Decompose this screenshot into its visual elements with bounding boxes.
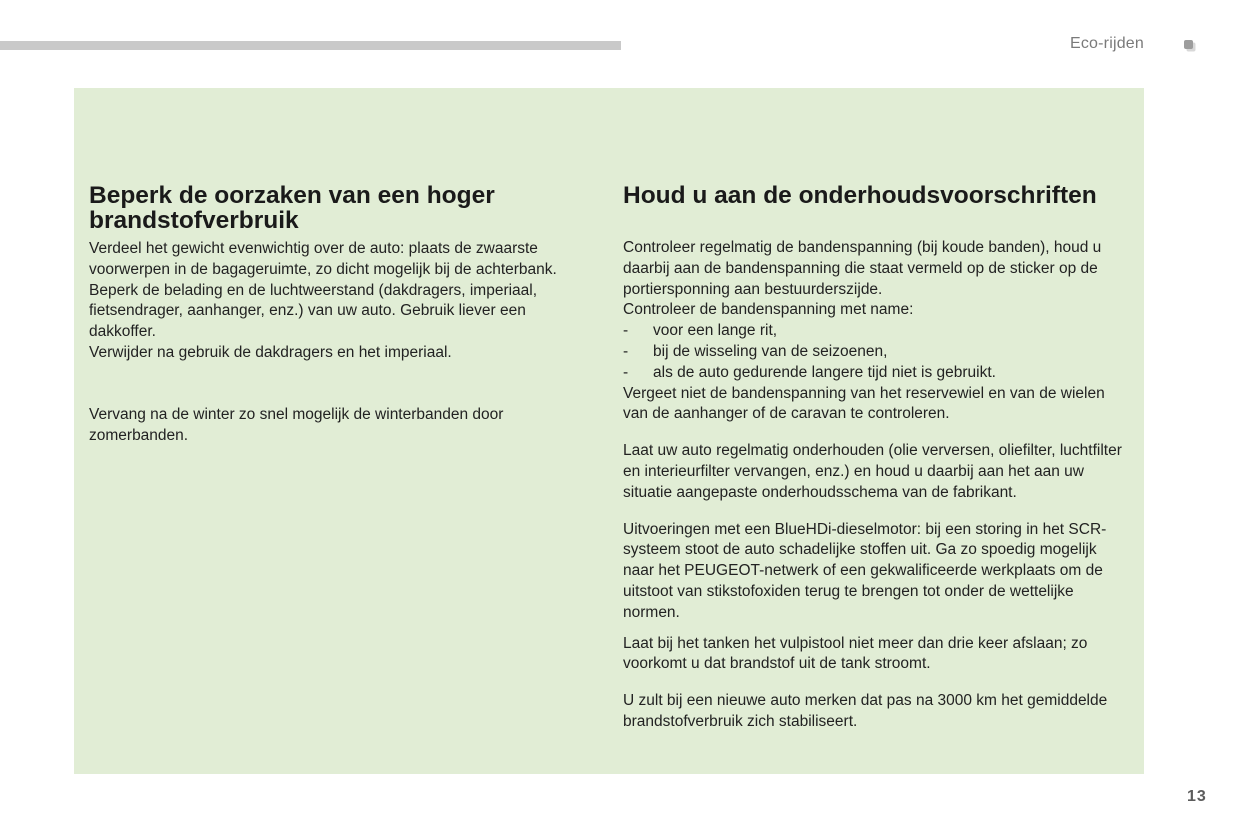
right-paragraph: Controleer de bandenspanning met name: bbox=[623, 301, 914, 319]
bullet-item bbox=[623, 342, 1128, 363]
right-paragraph: Uitvoeringen met een BlueHDi-dieselmotor: bij een storing in het SCR-systeem stoot de auto schadelijke stoffen uit. Ga zo spoedig mogelijk naar het PEUGEOT-netwerk of een gekwalificeerde werkplaats om de uitstoot van stikstofoxiden terug te brengen tot onder de wettelijke normen. bbox=[623, 520, 1107, 621]
bullet-marker: - bbox=[623, 363, 629, 381]
right-heading: Houd u aan de onderhoudsvoorschriften bbox=[623, 182, 1097, 209]
bullet-marker: - bbox=[623, 342, 629, 360]
right-paragraph: Controleer regelmatig de bandenspanning (bij koude banden), houd u daarbij aan de bandenspanning die staat vermeld op de sticker op de portiersponning aan bestuurderszijde. bbox=[623, 239, 1102, 298]
bullet-item bbox=[623, 363, 1128, 384]
bullet-marker: - bbox=[623, 322, 629, 340]
left-paragraph: Verdeel het gewicht evenwichtig over de auto: plaats de zwaarste voorwerpen in de bagageruimte, zo dicht mogelijk bij de achterbank. bbox=[89, 240, 557, 278]
right-column bbox=[623, 183, 1128, 733]
bullet-text: als de auto gedurende langere tijd niet is gebruikt. bbox=[653, 363, 996, 381]
header-rule bbox=[0, 41, 621, 50]
left-paragraph: Verwijder na gebruik de dakdragers en het imperiaal. bbox=[89, 343, 452, 361]
page-number: 13 bbox=[1187, 788, 1207, 805]
bullet-item bbox=[623, 321, 1128, 342]
right-paragraph: Laat bij het tanken het vulpistool niet meer dan drie keer afslaan; zo voorkomt u dat brandstof uit de tank stroomt. bbox=[623, 634, 1088, 673]
section-title: Eco-rijden bbox=[1069, 35, 1144, 52]
left-paragraph: Beperk de belading en de luchtweerstand (dakdragers, imperiaal, fietsendrager, aanhanger, enz.) van uw auto. Gebruik liever een dakkoffer. bbox=[89, 281, 538, 341]
right-paragraph: U zult bij een nieuwe auto merken dat pas na 3000 km het gemiddelde brandstofverbruik zich stabiliseert. bbox=[623, 692, 1108, 730]
right-paragraph: Laat uw auto regelmatig onderhouden (olie verversen, oliefilter, luchtfilter en interieurfilter vervangen, enz.) en houd u daarbij aan het aan uw situatie aangepaste onderhoudsschema van de fabrikant. bbox=[623, 442, 1122, 501]
section-marker-icon bbox=[1184, 40, 1196, 52]
left-column bbox=[89, 183, 589, 446]
left-heading: Beperk de oorzaken van een hoger brandstofverbruik bbox=[89, 182, 495, 234]
bullet-text: voor een lange rit, bbox=[653, 322, 778, 340]
bullet-text: bij de wisseling van de seizoenen, bbox=[653, 342, 888, 360]
left-paragraph: Vervang na de winter zo snel mogelijk de winterbanden door zomerbanden. bbox=[89, 405, 504, 444]
right-paragraph: Vergeet niet de bandenspanning van het reservewiel en van de wielen van de aanhanger of de caravan te controleren. bbox=[623, 384, 1105, 423]
